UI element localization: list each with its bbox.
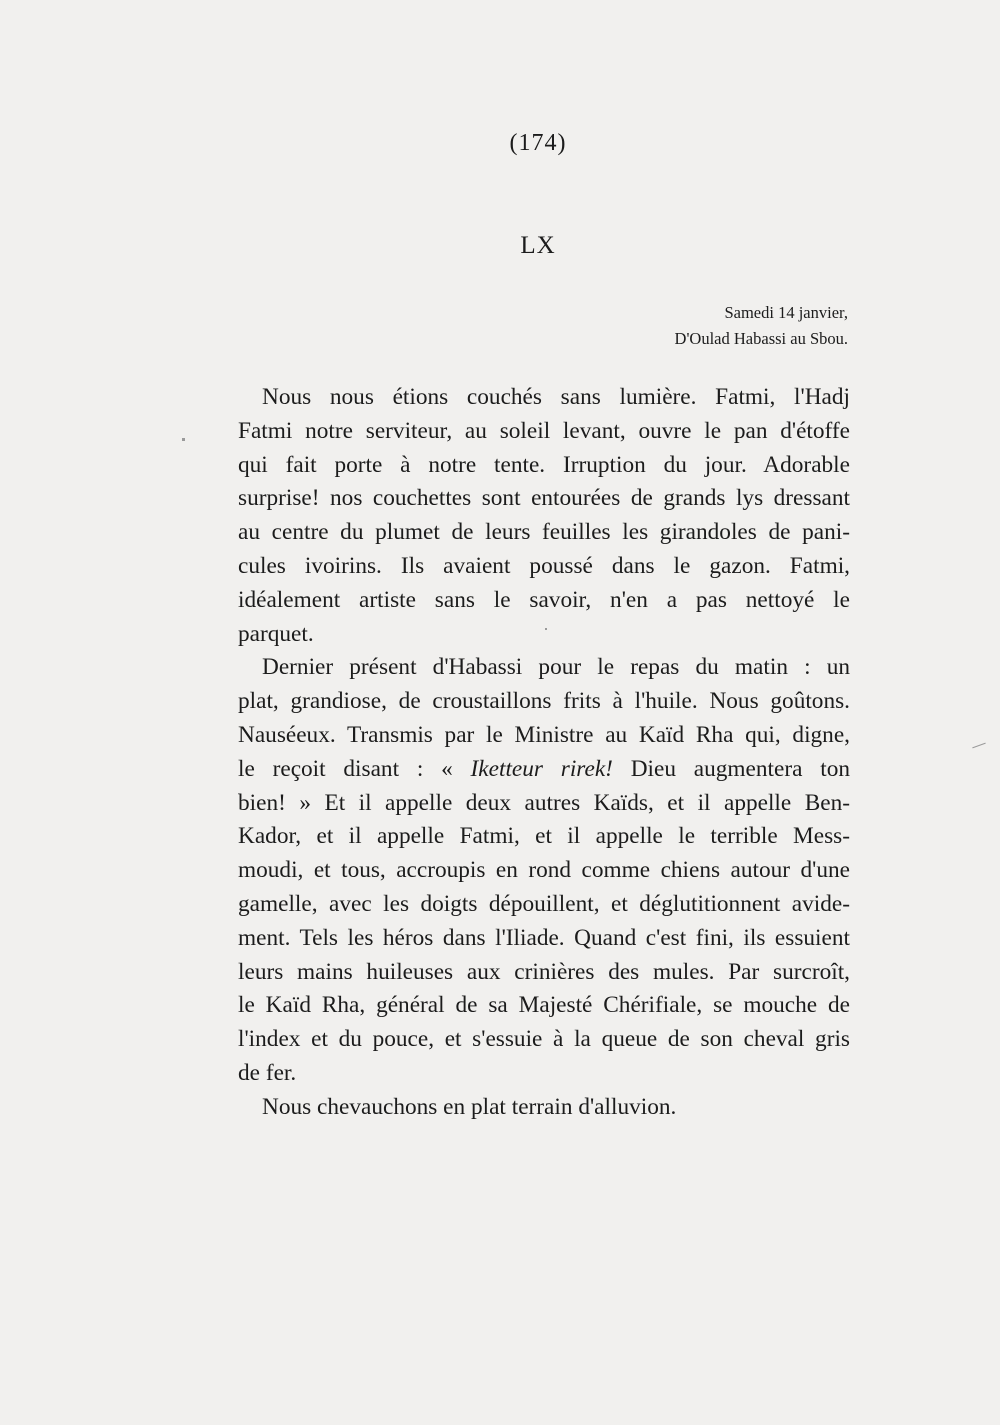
text-line: gamelle, avec les doigts dépouillent, et déglutitionnent avide- [238, 890, 850, 917]
dateline-date: Samedi 14 janvier, [724, 303, 848, 322]
text-line: moudi, et tous, accroupis en rond comme chiens autour d'une [238, 857, 850, 884]
text-line: Nous nous étions couchés sans lumière. Fatmi, l'Hadj [262, 384, 850, 410]
dateline-route: D'Oulad Habassi au Sbou. [674, 329, 848, 348]
paragraph [238, 1091, 850, 1125]
text-line: au centre du plumet de leurs feuilles les girandoles de pani- [238, 519, 850, 546]
text-line: Fatmi notre serviteur, au soleil levant, ouvre le pan d'étoffe [238, 417, 850, 444]
text-line: plat, grandiose, de croustaillons frits à l'huile. Nous goûtons. [238, 688, 850, 715]
text-line: ment. Tels les héros dans l'Iliade. Quand c'est fini, ils essuient [238, 924, 850, 951]
dateline [675, 300, 848, 352]
text-line: l'index et du pouce, et s'essuie à la queue de son cheval gris [238, 1026, 850, 1053]
text-line: leurs mains huileuses aux crinières des mules. Par surcroît, [238, 958, 850, 985]
italic-phrase: Iketteur rirek! [470, 755, 613, 782]
speck [182, 438, 185, 441]
text-line: surprise! nos couchettes sont entourées de grands lys dressant [238, 485, 850, 512]
show-through-text [238, 172, 850, 206]
text-line: Dernier présent d'Habassi pour le repas du matin : un [262, 654, 850, 681]
paragraph [238, 381, 850, 651]
chapter-title: LX [520, 232, 556, 259]
speck [972, 743, 985, 749]
text-line: le Kaïd Rha, général de sa Majesté Chérifiale, se mouche de [238, 992, 850, 1019]
text-line: de fer. [238, 1059, 297, 1086]
body-text [238, 381, 850, 1125]
text-line: Nauséeux. Transmis par le Ministre au Kaïd Rha qui, digne, [238, 721, 850, 748]
paragraph [238, 651, 850, 1090]
text-line: idéalement artiste sans le savoir, n'en a pas nettoyé le [238, 586, 850, 613]
page-number: (174) [509, 130, 567, 156]
text-line: parquet. [238, 620, 314, 647]
text-line: cules ivoirins. Ils avaient poussé dans le gazon. Fatmi, [238, 552, 850, 579]
text-line: le reçoit disant : « Iketteur rirek! Dieu augmentera ton [238, 755, 850, 782]
text-line: qui fait porte à notre tente. Irruption du jour. Adorable [238, 451, 850, 478]
text-line: bien! » Et il appelle deux autres Kaïds, et il appelle Ben- [238, 789, 850, 816]
text-line: Nous chevauchons en plat terrain d'alluvion. [262, 1093, 677, 1120]
text-line: Kador, et il appelle Fatmi, et il appelle le terrible Mess- [238, 823, 850, 850]
speck [545, 628, 547, 630]
